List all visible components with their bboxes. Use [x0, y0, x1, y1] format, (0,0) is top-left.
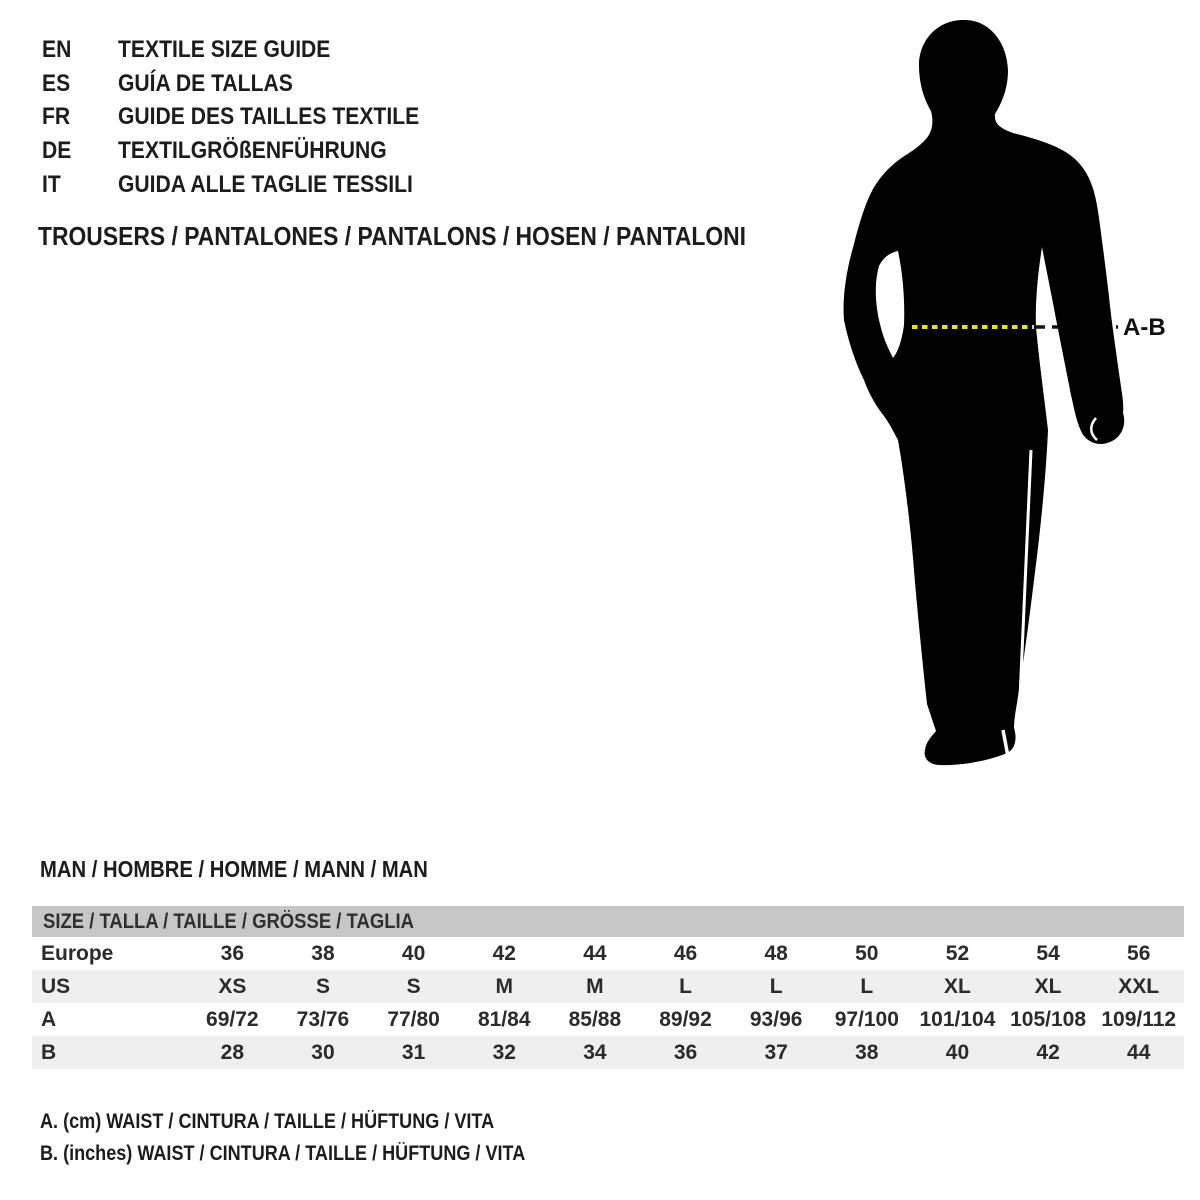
table-cell: 28 [220, 1041, 244, 1064]
table-cell: 85/88 [568, 1008, 622, 1031]
table-cell: 56 [1127, 942, 1151, 965]
section-title [40, 856, 481, 883]
table-cell: 46 [673, 942, 698, 965]
table-cell: 101/104 [919, 1008, 996, 1031]
table-row [32, 1036, 1184, 1069]
table-cell: S [315, 975, 330, 998]
table-cell: 30 [311, 1041, 335, 1064]
table-cell: XXL [1118, 975, 1160, 998]
language-code: ES [42, 70, 71, 97]
table-cell: 54 [1036, 942, 1060, 965]
category-title-text: TROUSERS / PANTALONES / PANTALONS / HOSEN / PANTALONI [38, 221, 747, 251]
table-cell: XL [1034, 975, 1062, 998]
table-cell: L [679, 975, 692, 998]
row-label: B [41, 1041, 57, 1064]
size-table-header [32, 906, 1184, 937]
table-cell: 40 [401, 942, 426, 965]
language-label: TEXTILE SIZE GUIDE [118, 36, 331, 63]
table-cell: 40 [945, 1041, 970, 1064]
table-cell: 42 [492, 942, 516, 965]
size-table-header-text: SIZE / TALLA / TAILLE / GRÖSSE / TAGLIA [43, 910, 414, 933]
language-code: IT [42, 171, 61, 198]
table-cell: 52 [945, 942, 970, 965]
size-table [32, 906, 1184, 1069]
table-row [32, 1003, 1184, 1036]
table-cell: 36 [673, 1041, 698, 1064]
table-cell: XL [944, 975, 971, 998]
table-cell: 32 [492, 1041, 516, 1064]
table-cell: 38 [855, 1041, 879, 1064]
note-row [40, 1142, 604, 1174]
table-cell: L [860, 975, 874, 998]
table-cell: 50 [855, 942, 879, 965]
language-code: EN [42, 36, 72, 63]
table-cell: 37 [764, 1041, 788, 1064]
size-table-body [32, 937, 1184, 1069]
note-text: B. (inches) WAIST / CINTURA / TAILLE / HÜFTUNG / VITA [40, 1142, 526, 1165]
table-cell: 89/92 [659, 1008, 712, 1031]
row-label: Europe [41, 942, 114, 965]
table-cell: 77/80 [387, 1008, 440, 1031]
table-cell: M [586, 975, 604, 998]
section-title-text: MAN / HOMBRE / HOMME / MANN / MAN [40, 856, 428, 882]
table-cell: 81/84 [477, 1008, 531, 1031]
language-label: GUIDA ALLE TAGLIE TESSILI [118, 171, 413, 198]
table-cell: M [495, 975, 513, 998]
table-cell: S [406, 975, 421, 998]
table-cell: 42 [1036, 1041, 1060, 1064]
language-label: GUÍA DE TALLAS [118, 70, 293, 97]
table-cell: 69/72 [206, 1008, 259, 1031]
language-label: GUIDE DES TAILLES TEXTILE [118, 103, 420, 130]
language-label: TEXTILGRÖßENFÜHRUNG [118, 137, 387, 164]
table-cell: 44 [583, 942, 607, 965]
row-label: A [41, 1008, 57, 1031]
table-cell: 48 [764, 942, 788, 965]
language-code: FR [42, 103, 71, 130]
table-cell: 36 [220, 942, 244, 965]
table-cell: L [769, 975, 783, 998]
note-text: A. (cm) WAIST / CINTURA / TAILLE / HÜFTUNG / VITA [40, 1110, 495, 1133]
table-cell: 44 [1127, 1041, 1151, 1064]
table-cell: 34 [583, 1041, 607, 1064]
table-cell: 38 [311, 942, 335, 965]
table-cell: 93/96 [749, 1008, 803, 1031]
row-label: US [41, 975, 71, 998]
man-silhouette [844, 20, 1125, 765]
note-row [40, 1110, 604, 1142]
table-cell: 105/108 [1010, 1008, 1087, 1031]
table-cell: 97/100 [834, 1008, 899, 1031]
table-cell: 31 [401, 1041, 426, 1064]
table-row [32, 937, 1184, 970]
table-cell: XS [218, 975, 247, 998]
language-code: DE [42, 137, 72, 164]
waist-measure-label: A-B [1123, 314, 1166, 341]
notes-list [40, 1110, 604, 1174]
table-cell: 73/76 [296, 1008, 350, 1031]
table-row [32, 970, 1184, 1003]
table-cell: 109/112 [1101, 1008, 1177, 1031]
